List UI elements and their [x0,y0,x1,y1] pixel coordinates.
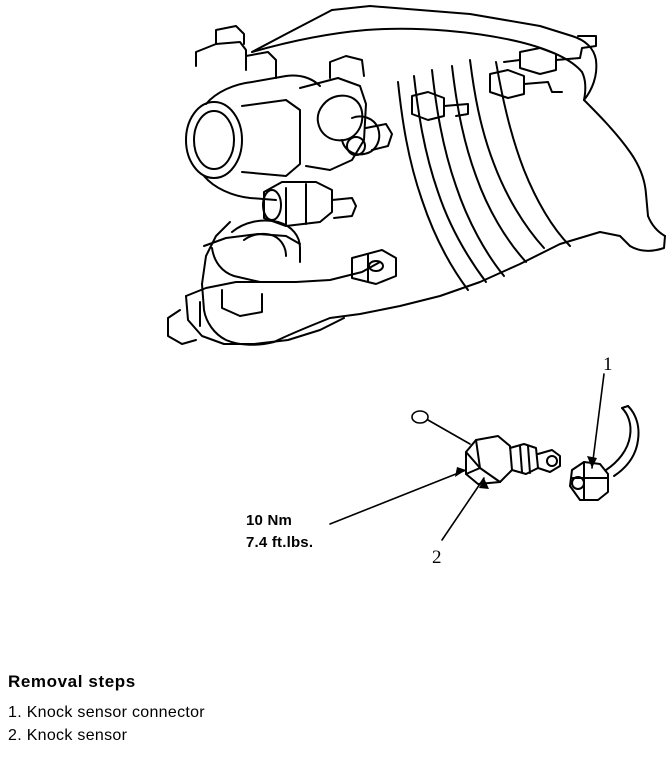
removal-steps-list [8,701,408,747]
removal-steps-block [8,672,408,747]
torque-specification [246,510,313,554]
callout-number-1: 1 [603,354,613,375]
removal-steps-title: Removal steps [8,672,136,691]
leader-arrowheads [455,456,597,489]
callout-number-2: 2 [432,547,442,568]
torque-imperial: 7.4 ft.lbs. [246,533,314,551]
plenum-top-face [252,29,585,100]
injector-fittings [412,36,596,120]
knock-sensor-connector-part [570,406,639,500]
intake-runners [398,60,570,290]
torque-metric: 10 Nm [246,512,293,529]
knock-sensor-part [412,411,560,484]
list-item: 2. Knock sensor [8,727,128,745]
list-item: 1. Knock sensor connector [8,704,205,721]
throttle-body-assembly [186,26,392,226]
